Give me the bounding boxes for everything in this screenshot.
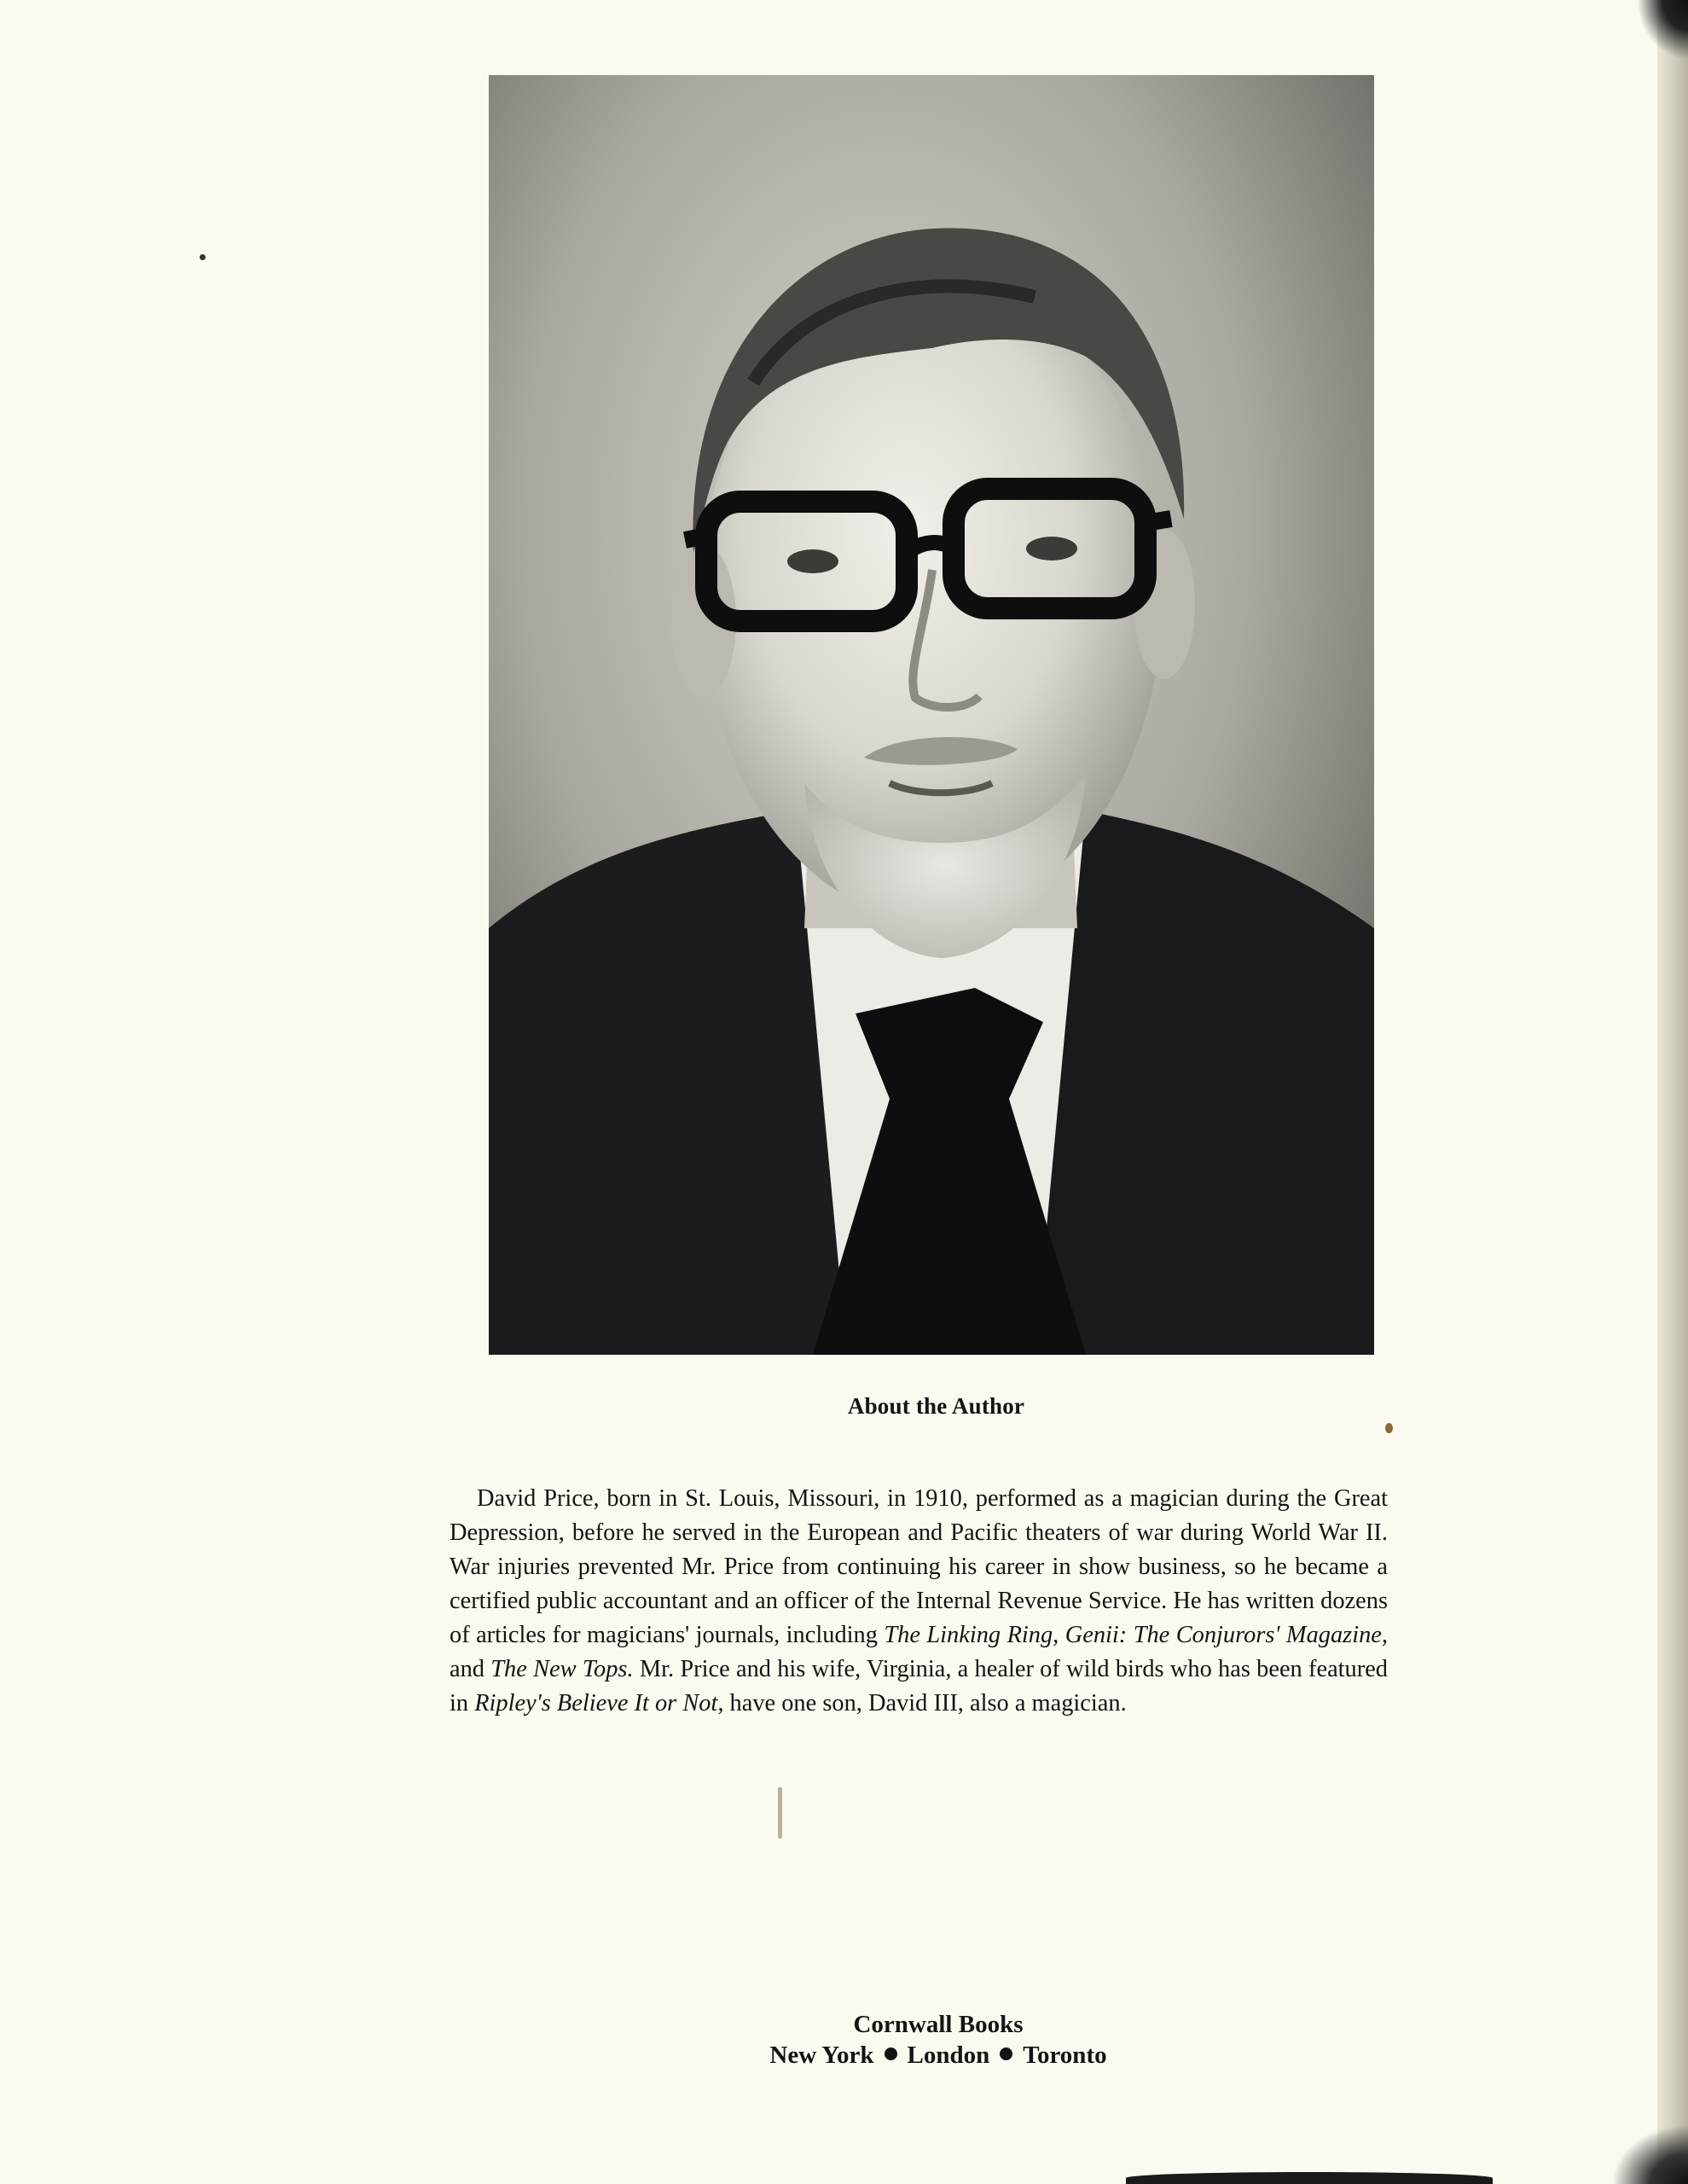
city-london: London xyxy=(907,2042,990,2069)
bio-text-intro: David Price, born in St. Louis, Missouri, in 1910, performed as a magician during the Great Depression, before he served in the European and Pacific theaters of war during World War II. War injuries prevented Mr. Price from continuing his career in show business, so he became a certified public accountant and an officer of the Internal Revenue Service. He has written dozens of articles for magicians' journals, including xyxy=(450,1485,1388,1648)
city-toronto: Toronto xyxy=(1023,2042,1107,2069)
bio-text-middle: Mr. Price and his wife, Virginia, a healer of wild birds who has been featured in xyxy=(450,1656,1388,1716)
paper-speck xyxy=(200,254,206,260)
author-portrait-photo xyxy=(489,75,1374,1355)
bio-text-separator xyxy=(1059,1622,1064,1648)
bullet-dot xyxy=(885,2048,897,2060)
about-the-author-heading: About the Author xyxy=(847,1393,1025,1419)
bio-text-separator: and xyxy=(450,1656,491,1682)
show-title-ripleys: Ripley's Believe It or Not, xyxy=(474,1690,724,1716)
cover-wear-mark xyxy=(1126,2172,1493,2184)
page-edge-shadow xyxy=(1637,0,1688,60)
publisher-name: Cornwall Books xyxy=(853,2011,1024,2038)
author-portrait-illustration xyxy=(489,75,1374,1355)
publisher-cities xyxy=(0,2040,1688,2071)
bio-text-ending: have one son, David III, also a magician. xyxy=(723,1690,1127,1716)
paper-speck xyxy=(778,1787,782,1838)
page-edge-shadow xyxy=(1611,2124,1688,2184)
journal-title-genii: Genii: The Conjurors' Magazine, xyxy=(1064,1622,1388,1648)
page-edge xyxy=(1657,0,1688,2184)
journal-title-new-tops: The New Tops. xyxy=(490,1656,634,1682)
journal-title-linking-ring: The Linking Ring, xyxy=(884,1622,1059,1648)
publisher-imprint xyxy=(0,2009,1688,2071)
bullet-dot xyxy=(1000,2048,1012,2060)
paper-speck xyxy=(1385,1423,1393,1433)
city-new-york: New York xyxy=(769,2042,874,2069)
author-biography xyxy=(450,1482,1388,1721)
